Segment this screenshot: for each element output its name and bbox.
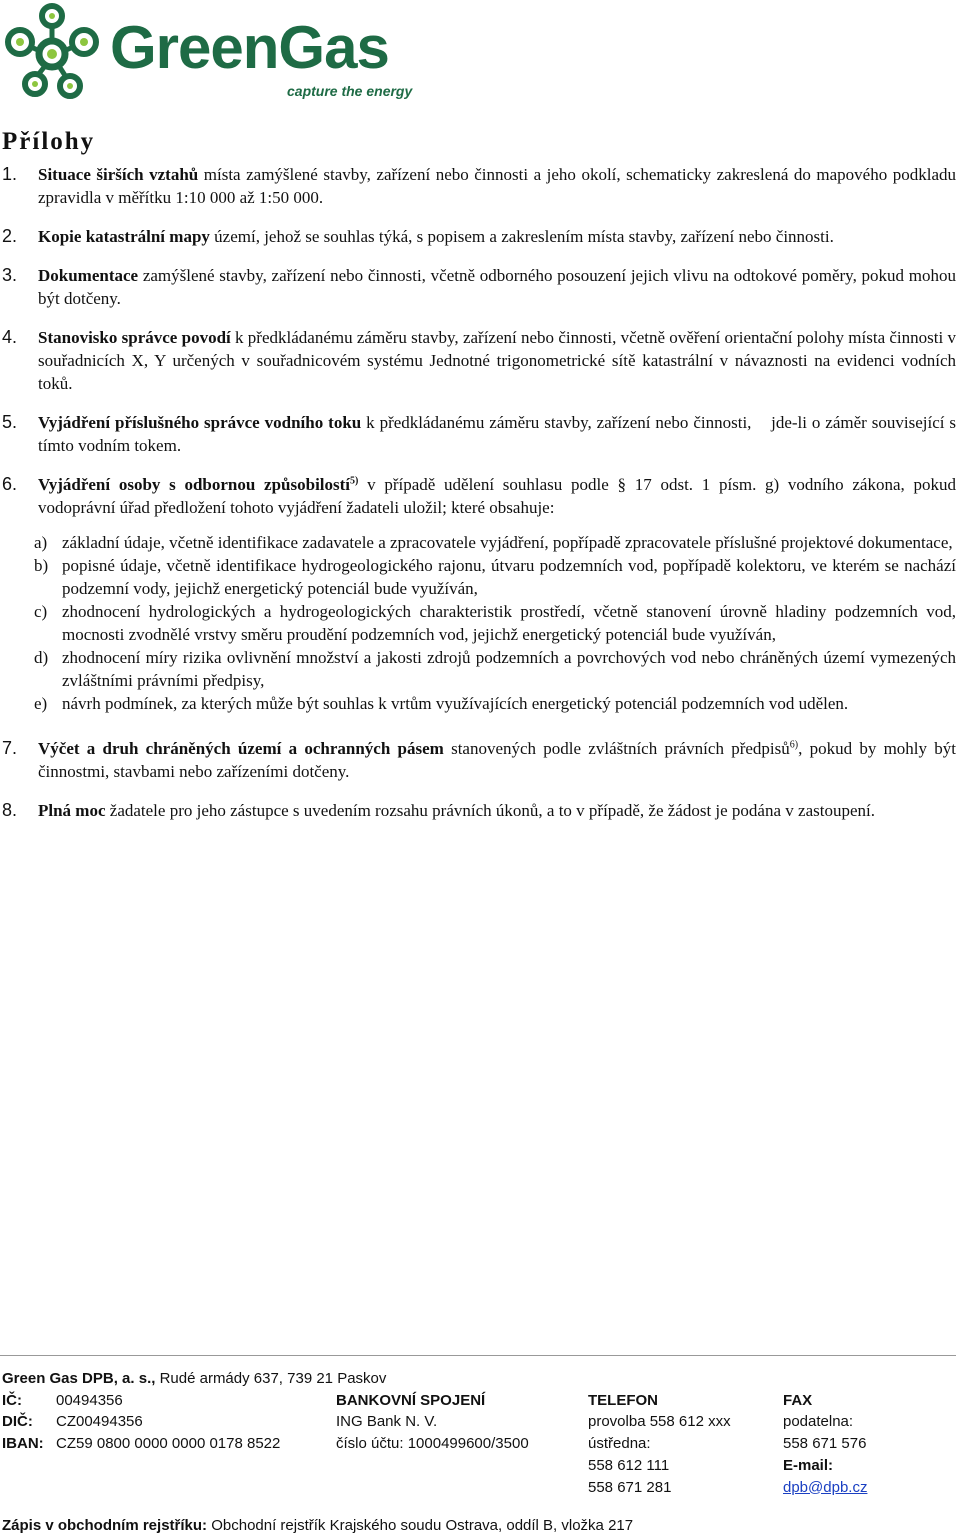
footer-registry	[2, 1517, 633, 1534]
footer	[2, 1368, 958, 1499]
item-bold-text: Dokumentace	[38, 266, 139, 285]
item-number: 1.	[2, 164, 18, 184]
bank-account: číslo účtu: 1000499600/3500	[336, 1435, 529, 1453]
item-text	[38, 737, 956, 783]
item-number: 6.	[2, 474, 18, 494]
fax-label: FAX	[783, 1391, 813, 1409]
item-text	[38, 473, 956, 519]
list-item	[0, 799, 956, 822]
sublist-text: popisné údaje, včetně identifikace hydrogeologického rajonu, útvaru podzemních vod, popřípadě kolektoru, ve kterém se nachází podzemní vody, jejichž energetický potenciál bude využíván,	[62, 556, 956, 598]
footnote-ref: 5)	[350, 475, 359, 487]
footer-fax	[783, 1390, 867, 1499]
bank-label: BANKOVNÍ SPOJENÍ	[336, 1391, 486, 1409]
sublist-item	[0, 600, 956, 646]
attachments-list	[0, 163, 960, 822]
item-rest-text: místa zamýšlené stavby, zařízení nebo činnosti a jeho okolí, schematicky zakreslená do mapového podkladu zpravidla v měřítku 1:10 000 až 1:50 000.	[38, 165, 956, 207]
phone-line: ústředna:	[588, 1435, 651, 1453]
item-number: 4.	[2, 327, 18, 347]
dic-value: CZ00494356	[56, 1413, 143, 1431]
item-bold-text: Kopie katastrální mapy	[38, 227, 210, 246]
item-number: 8.	[2, 800, 18, 820]
list-item	[0, 264, 956, 310]
page-title: Přílohy	[2, 128, 96, 155]
ic-label: IČ:	[2, 1391, 22, 1409]
list-item	[0, 737, 956, 783]
iban-value: CZ59 0800 0000 0000 0178 8522	[56, 1435, 281, 1453]
item-bold-text: Stanovisko správce povodí	[38, 328, 231, 347]
item-text	[38, 411, 960, 457]
item-text	[38, 326, 956, 395]
footer-divider	[0, 1355, 956, 1356]
email-label: E-mail:	[783, 1456, 834, 1474]
list-item	[0, 473, 956, 519]
list-item	[0, 411, 960, 457]
item-bold-text: Plná moc	[38, 801, 106, 820]
item-bold-text: Výčet a druh chráněných území a ochranných pásem	[38, 739, 444, 758]
phone-line: 558 671 281	[588, 1478, 672, 1496]
item-text	[38, 163, 956, 209]
ic-value: 00494356	[56, 1391, 123, 1409]
requirements-sublist	[0, 531, 956, 715]
item-rest-text: zamýšlené stavby, zařízení nebo činnosti, včetně odborného posouzení jejich vlivu na odtokové poměry, pokud mohou být dotčeny.	[38, 266, 956, 308]
item-text	[38, 799, 956, 822]
item-rest-text: k předkládanému záměru stavby, zařízení nebo činnosti, včetně ověření orientační polohy místa činnosti v souřadnicích X, Y určených v souřadnicovém systému Jednotné trigonometrické sítě katastrální v návaznosti na evidenci vodních toků.	[38, 328, 956, 393]
company-name: Green Gas DPB, a. s.,	[2, 1370, 156, 1387]
footer-details	[2, 1390, 958, 1499]
sublist-text: zhodnocení míry rizika ovlivnění množství a jakosti zdrojů podzemních a povrchových vod nebo chráněných území vymezených zvláštními právními předpisy,	[62, 648, 956, 690]
footer-id-labels	[2, 1390, 44, 1455]
sublist-text: základní údaje, včetně identifikace zadavatele a zpracovatele vyjádření, popřípadě zpracovatele příslušné projektové dokumentace,	[62, 533, 953, 552]
sublist-text: zhodnocení hydrologických a hydrogeologických charakteristik prostředí, včetně stanovení úrovně hladiny podzemních vod, mocnosti zvodnělé vrstvy směru proudění podzemních vod, jejichž energetický potenciál bude využíván,	[62, 602, 956, 644]
item-text	[38, 225, 956, 248]
footer-bank	[336, 1390, 529, 1455]
item-rest-text: k předkládanému záměru stavby, zařízení nebo činnosti, jde-li o záměr související s tímto vodním tokem.	[38, 413, 960, 455]
greengas-logo-mark-icon	[0, 2, 105, 104]
item-text	[38, 264, 956, 310]
phone-line: provolba 558 612 xxx	[588, 1413, 731, 1431]
item-bold-text: Situace širších vztahů	[38, 165, 199, 184]
sublist-item	[0, 531, 956, 554]
sublist-letter: b)	[34, 556, 49, 575]
footer-company	[2, 1368, 958, 1390]
company-address: Rudé armády 637, 739 21 Paskov	[155, 1370, 387, 1387]
sublist-letter: c)	[34, 602, 48, 621]
logo-tagline: capture the energy	[287, 83, 413, 99]
list-item	[0, 225, 956, 248]
footer-id-values	[56, 1390, 280, 1455]
item-number: 5.	[2, 412, 18, 432]
iban-label: IBAN:	[2, 1435, 44, 1453]
email-link[interactable]: dpb@dpb.cz	[783, 1478, 868, 1496]
sublist-item	[0, 692, 956, 715]
item-rest-text: území, jehož se souhlas týká, s popisem a zakreslením místa stavby, zařízení nebo činnosti.	[209, 227, 834, 246]
registry-value: Obchodní rejstřík Krajského soudu Ostrava, oddíl B, vložka 217	[207, 1517, 634, 1534]
sublist-letter: d)	[34, 648, 49, 667]
sublist-letter: a)	[34, 533, 48, 552]
company-logo	[0, 0, 430, 105]
item-rest-text: žadatele pro jeho zástupce s uvedením rozsahu právních úkonů, a to v případě, že žádost je podána v zastoupení.	[105, 801, 875, 820]
item-number: 7.	[2, 738, 18, 758]
bank-name: ING Bank N. V.	[336, 1413, 438, 1431]
sublist-item	[0, 646, 956, 692]
item-rest-text-2: , pokud by mohly být činnostmi, stavbami nebo zařízeními dotčeny.	[38, 739, 956, 781]
registry-label: Zápis v obchodním rejstříku:	[2, 1517, 208, 1534]
footer-phone	[588, 1390, 731, 1499]
item-rest-text: v případě udělení souhlasu podle § 17 odst. 1 písm. g) vodního zákona, pokud vodoprávní úřad předložení tohoto vyjádření žadateli uložil; které obsahuje:	[38, 475, 956, 517]
item-number: 3.	[2, 265, 18, 285]
list-item	[0, 163, 956, 209]
item-rest-text: stanovených podle zvláštních právních předpisů	[443, 739, 790, 758]
phone-line: 558 612 111	[588, 1456, 670, 1474]
logo-wordmark: GreenGas	[110, 14, 389, 81]
fax-line: 558 671 576	[783, 1435, 867, 1453]
phone-label: TELEFON	[588, 1391, 658, 1409]
dic-label: DIČ:	[2, 1413, 33, 1431]
sublist-text: návrh podmínek, za kterých může být souhlas k vrtům využívajících energetický potenciál podzemních vod udělen.	[62, 694, 849, 713]
list-item	[0, 326, 956, 395]
fax-line: podatelna:	[783, 1413, 854, 1431]
item-number: 2.	[2, 226, 18, 246]
sublist-letter: e)	[34, 694, 48, 713]
footnote-ref: 6)	[789, 739, 799, 751]
item-bold-text: Vyjádření příslušného správce vodního toku	[38, 413, 362, 432]
sublist-item	[0, 554, 956, 600]
item-bold-text: Vyjádření osoby s odbornou způsobilostí$^{5)}$	[38, 475, 359, 494]
